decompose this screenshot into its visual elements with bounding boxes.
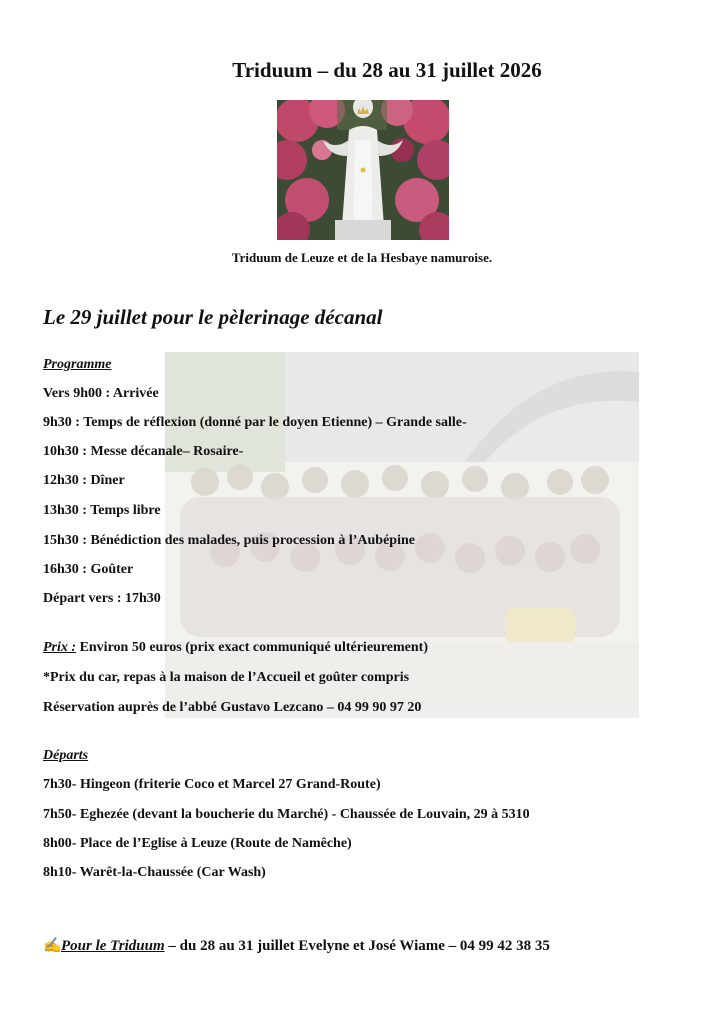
depart-item: 7h30- Hingeon (friterie Coco et Marcel 27 Grand-Route) [43, 777, 381, 792]
programme-item: 15h30 : Bénédiction des malades, puis procession à l’Aubépine [43, 533, 415, 548]
programme-item: 16h30 : Goûter [43, 562, 134, 577]
depart-item: 8h00- Place de l’Eglise à Leuze (Route de Namêche) [43, 836, 352, 851]
programme-item: 12h30 : Dîner [43, 473, 125, 488]
section-subtitle: Le 29 juillet pour le pèlerinage décanal [43, 305, 383, 329]
footer-text: – du 28 au 31 juillet Evelyne et José Wiame – 04 99 42 38 35 [164, 938, 550, 954]
price-label: Prix : [43, 640, 77, 655]
footer-contact [43, 936, 550, 955]
depart-item: 8h10- Warêt-la-Chaussée (Car Wash) [43, 865, 266, 880]
statue-photo [277, 100, 449, 240]
price-text: Environ 50 euros (prix exact communiqué ultérieurement) [76, 640, 428, 655]
photo-caption: Triduum de Leuze et de la Hesbaye namuroise. [231, 250, 493, 265]
programme-heading: Programme [43, 357, 112, 372]
programme-item: 9h30 : Temps de réflexion (donné par le doyen Etienne) – Grande salle- [43, 415, 467, 430]
writing-hand-icon: ✍ [43, 938, 62, 954]
programme-item: 13h30 : Temps libre [43, 503, 161, 518]
reservation-info: Réservation auprès de l’abbé Gustavo Lezcano – 04 99 90 97 20 [43, 700, 422, 715]
programme-item: 10h30 : Messe décanale– Rosaire- [43, 444, 244, 459]
page-title: Triduum – du 28 au 31 juillet 2026 [232, 58, 542, 82]
price-note: *Prix du car, repas à la maison de l’Accueil et goûter compris [43, 670, 410, 685]
price-line [43, 640, 428, 656]
departs-heading: Départs [43, 748, 89, 763]
depart-item: 7h50- Eghezée (devant la boucherie du Marché) - Chaussée de Louvain, 29 à 5310 [43, 807, 530, 822]
footer-label: Pour le Triduum [61, 938, 165, 954]
programme-item: Vers 9h00 : Arrivée [43, 386, 159, 401]
programme-item: Départ vers : 17h30 [43, 591, 161, 606]
